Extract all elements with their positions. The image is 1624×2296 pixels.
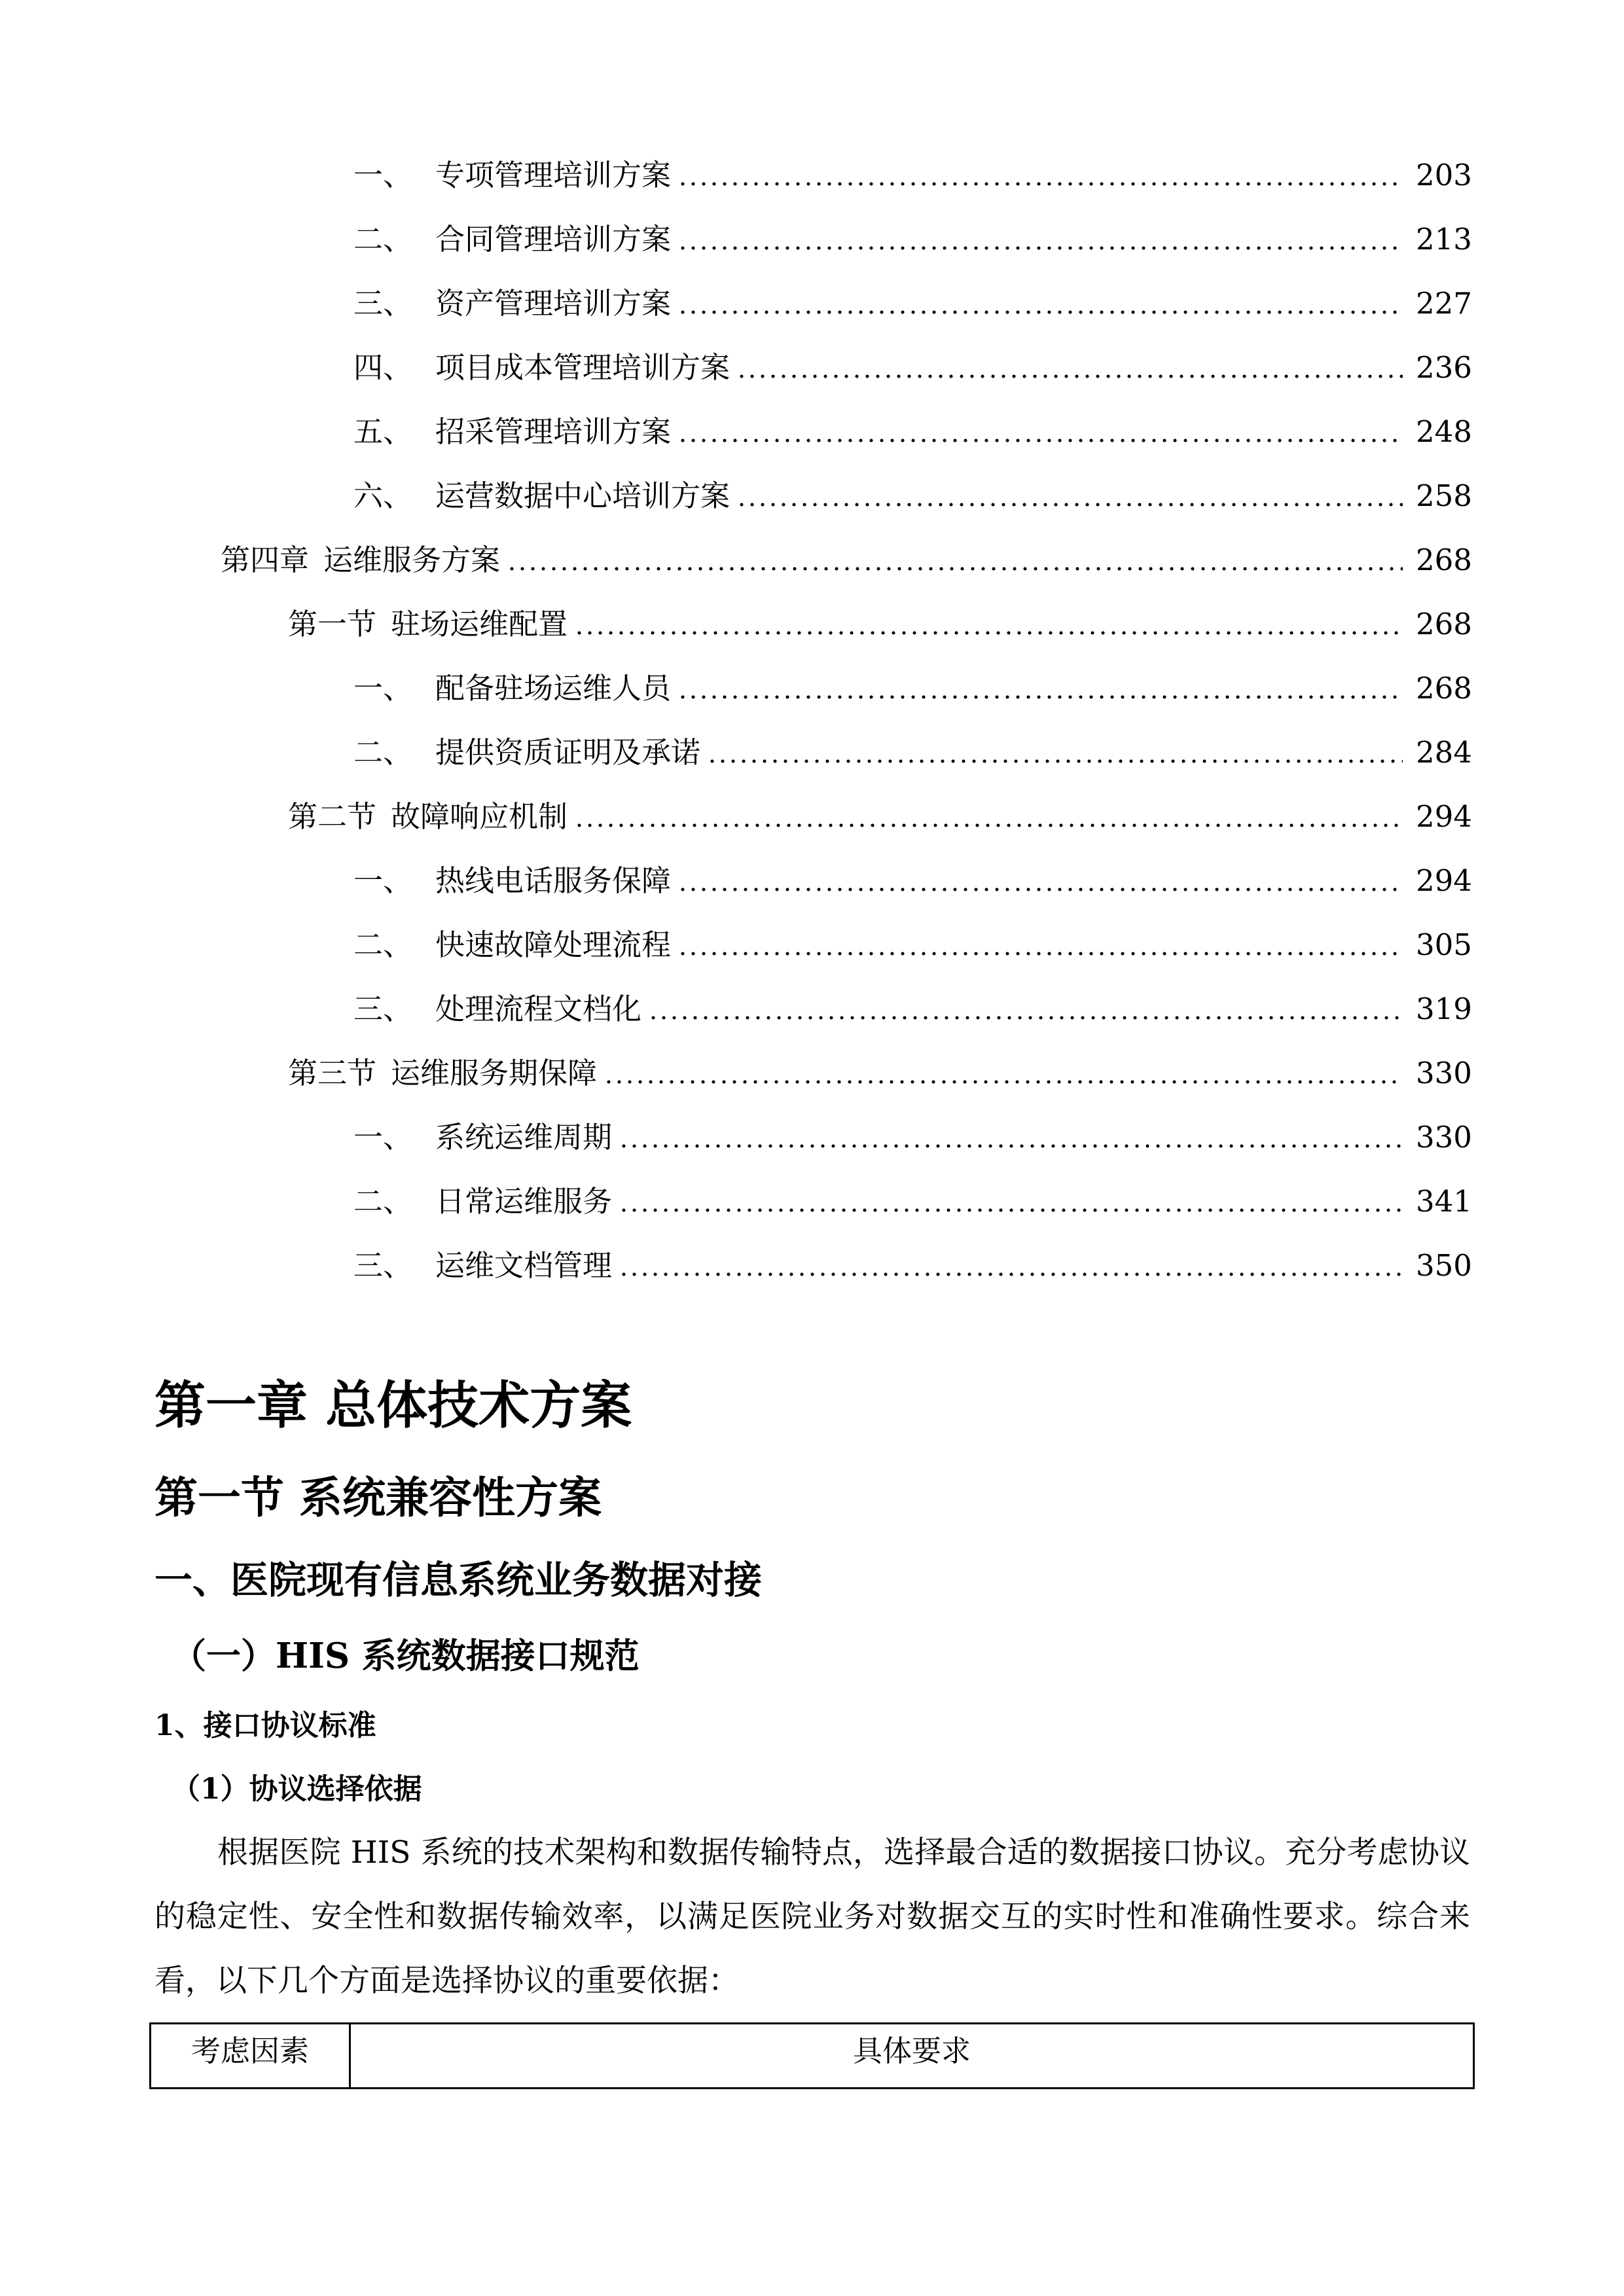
toc-dot-leader <box>677 861 1403 901</box>
toc-entry-page-number: 294 <box>1416 799 1472 834</box>
toc-entry-page-number: 294 <box>1416 863 1472 898</box>
toc-entry-number: 一、 <box>353 158 413 192</box>
toc-dot-leader <box>604 1054 1403 1093</box>
toc-dot-leader <box>736 476 1403 516</box>
toc-entry[interactable] <box>0 220 1624 259</box>
toc-entry-title: 日常运维服务 <box>435 1184 613 1219</box>
body-paragraph: 根据医院 HIS 系统的技术架构和数据传输特点，选择最合适的数据接口协议。充分考虑协议的稳定性、安全性和数据传输效率，以满足医院业务对数据交互的实时性和准确性要求。综合来看，以下几个方面是选择协议的重要依据： <box>154 1835 1470 1999</box>
toc-entry-title: 招采管理培训方案 <box>435 414 672 449</box>
toc-entry-page-number: 268 <box>1416 671 1472 706</box>
toc-entry-title: 系统运维周期 <box>435 1120 613 1155</box>
toc-entry[interactable] <box>0 348 1624 387</box>
toc-entry-title: 运维文档管理 <box>435 1248 613 1283</box>
toc-entry-page-number: 350 <box>1416 1248 1472 1283</box>
toc-entry-page-number: 203 <box>1416 158 1472 192</box>
toc-entry-page-number: 330 <box>1416 1056 1472 1090</box>
toc-dot-leader <box>677 220 1403 259</box>
toc-entry-number: 二、 <box>353 222 413 257</box>
toc-entry-title: 运维服务方案 <box>323 543 501 577</box>
toc-entry-page-number: 213 <box>1416 222 1472 257</box>
toc-dot-leader <box>677 925 1403 965</box>
toc-entry[interactable] <box>0 1246 1624 1285</box>
toc-entry-number: 三、 <box>353 992 413 1026</box>
toc-entry-page-number: 341 <box>1416 1184 1472 1219</box>
toc-entry-title: 快速故障处理流程 <box>435 927 672 962</box>
toc-entry-title: 热线电话服务保障 <box>435 863 672 898</box>
toc-entry-page-number: 330 <box>1416 1120 1472 1155</box>
toc-entry-page-number: 319 <box>1416 992 1472 1026</box>
requirements-table <box>149 2022 1475 2089</box>
toc-entry-title: 处理流程文档化 <box>435 992 642 1026</box>
toc-entry-number: 二、 <box>353 735 413 770</box>
toc-entry-page-number: 268 <box>1416 607 1472 641</box>
toc-entry-title: 项目成本管理培训方案 <box>435 350 731 385</box>
subitem-heading: （1）协议选择依据 <box>171 1772 422 1806</box>
section-heading: 第一节 系统兼容性方案 <box>154 1472 602 1523</box>
toc-dot-leader <box>736 348 1403 387</box>
toc-entry[interactable] <box>0 156 1624 195</box>
subsection-heading: 一、医院现有信息系统业务数据对接 <box>154 1558 763 1602</box>
toc-entry[interactable] <box>0 412 1624 452</box>
toc-entry-number: 第二节 <box>288 799 377 834</box>
table-header-row <box>151 2024 1474 2089</box>
toc-dot-leader <box>574 605 1403 644</box>
toc-dot-leader <box>619 1246 1403 1285</box>
toc-entry-number: 五、 <box>353 414 413 449</box>
toc-entry-page-number: 305 <box>1416 927 1472 962</box>
toc-entry-page-number: 284 <box>1416 735 1472 770</box>
toc-entry-number: 三、 <box>353 286 413 321</box>
toc-entry-title: 配备驻场运维人员 <box>435 671 672 706</box>
toc-entry-number: 第一节 <box>288 607 377 641</box>
toc-entry-title: 专项管理培训方案 <box>435 158 672 192</box>
toc-entry[interactable] <box>0 605 1624 644</box>
item-heading: 1、接口协议标准 <box>154 1709 376 1742</box>
toc-entry-number: 第四章 <box>221 543 310 577</box>
toc-entry-title: 故障响应机制 <box>391 799 568 834</box>
toc-entry[interactable] <box>0 925 1624 965</box>
toc-entry[interactable] <box>0 476 1624 516</box>
toc-dot-leader <box>619 1118 1403 1157</box>
table-header-requirement: 具体要求 <box>350 2024 1474 2089</box>
table-header-factor: 考虑因素 <box>151 2024 350 2089</box>
toc-dot-leader <box>677 156 1403 195</box>
toc-entry[interactable] <box>0 990 1624 1029</box>
toc-entry[interactable] <box>0 797 1624 836</box>
subsubsection-heading: （一）HIS 系统数据接口规范 <box>171 1636 640 1676</box>
toc-dot-leader <box>648 990 1403 1029</box>
toc-entry[interactable] <box>0 669 1624 708</box>
toc-entry-number: 一、 <box>353 1120 413 1155</box>
toc-entry-title: 资产管理培训方案 <box>435 286 672 321</box>
toc-entry[interactable] <box>0 1118 1624 1157</box>
toc-entry[interactable] <box>0 733 1624 772</box>
toc-entry-page-number: 236 <box>1416 350 1472 385</box>
toc-entry-page-number: 248 <box>1416 414 1472 449</box>
chapter-heading: 第一章 总体技术方案 <box>154 1376 632 1435</box>
toc-entry-title: 运营数据中心培训方案 <box>435 478 731 513</box>
toc-dot-leader <box>707 733 1403 772</box>
toc-entry-number: 四、 <box>353 350 413 385</box>
toc-entry-number: 二、 <box>353 927 413 962</box>
toc-entry-title: 提供资质证明及承诺 <box>435 735 701 770</box>
toc-entry-page-number: 227 <box>1416 286 1472 321</box>
toc-entry[interactable] <box>0 284 1624 323</box>
toc-entry-number: 三、 <box>353 1248 413 1283</box>
toc-entry[interactable] <box>0 1182 1624 1221</box>
toc-entry-number: 第三节 <box>288 1056 377 1090</box>
toc-entry-number: 一、 <box>353 863 413 898</box>
toc-entry-title: 运维服务期保障 <box>391 1056 598 1090</box>
toc-entry[interactable] <box>0 541 1624 580</box>
toc-dot-leader <box>507 541 1403 580</box>
toc-dot-leader <box>574 797 1403 836</box>
toc-dot-leader <box>619 1182 1403 1221</box>
toc-entry[interactable] <box>0 861 1624 901</box>
toc-dot-leader <box>677 284 1403 323</box>
toc-entry[interactable] <box>0 1054 1624 1093</box>
toc-entry-title: 驻场运维配置 <box>391 607 568 641</box>
toc-dot-leader <box>677 669 1403 708</box>
toc-entry-page-number: 268 <box>1416 543 1472 577</box>
toc-entry-number: 二、 <box>353 1184 413 1219</box>
toc-dot-leader <box>677 412 1403 452</box>
toc-entry-title: 合同管理培训方案 <box>435 222 672 257</box>
toc-entry-page-number: 258 <box>1416 478 1472 513</box>
toc-entry-number: 六、 <box>353 478 413 513</box>
toc-entry-number: 一、 <box>353 671 413 706</box>
